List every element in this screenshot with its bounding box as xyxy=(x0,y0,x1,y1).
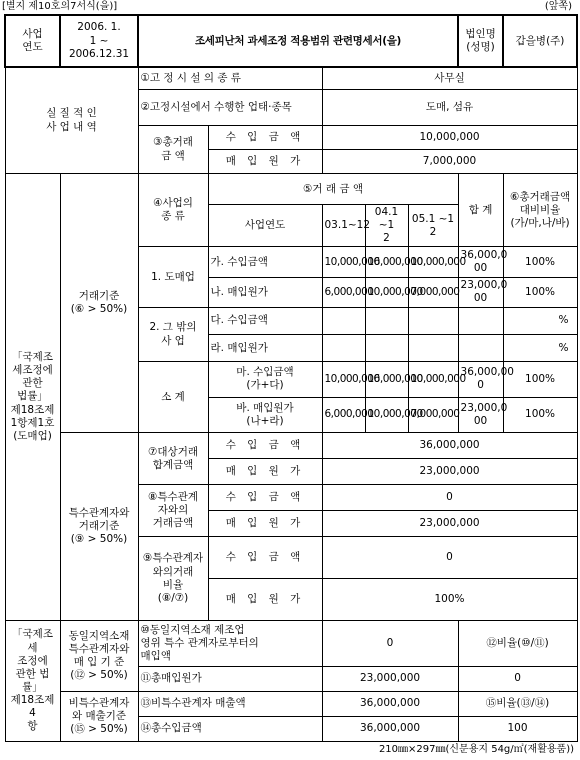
r11-label: ⑪총매입원가 xyxy=(138,666,322,691)
table-cell xyxy=(458,335,503,362)
date-mid: 1 ~ xyxy=(89,34,109,47)
table-cell: 10,000,000 xyxy=(365,277,408,307)
r9-income-label: 수 입 금 액 xyxy=(208,537,322,579)
r7-cost-value: 23,000,000 xyxy=(322,459,577,485)
purchase-cost-label: 매 입 원 가 xyxy=(208,150,322,174)
income-amount-value: 10,000,000 xyxy=(322,126,577,150)
table-cell: % xyxy=(503,307,577,334)
r12-value: 0 xyxy=(458,666,577,691)
table-cell: 100% xyxy=(503,247,577,277)
target-transaction-label: ⑦대상거래 합계금액 xyxy=(138,433,208,485)
table-cell: 7,000,000 xyxy=(408,397,458,432)
fiscal-year-label: 사업 연도 xyxy=(5,15,60,67)
fiscal-year-dates xyxy=(60,15,138,67)
r13-value: 36,000,000 xyxy=(322,691,458,716)
table-cell: % xyxy=(503,335,577,362)
total-transaction-label: ③총거래 금 액 xyxy=(138,126,208,174)
table-cell: 100% xyxy=(503,397,577,432)
business-type-header: ④사업의 종 류 xyxy=(138,174,208,247)
r10-value: 0 xyxy=(322,620,458,666)
table-cell: 10,000,000 xyxy=(322,362,365,397)
facility-type-value: 사무실 xyxy=(322,67,577,89)
table-cell xyxy=(408,335,458,362)
table-cell: 23,000,0 00 xyxy=(458,397,503,432)
table-row: 마. 수입금액 (가+다) xyxy=(208,362,322,397)
period-1-header: 03.1~12 xyxy=(322,205,365,247)
date-from: 2006. 1. xyxy=(77,21,121,34)
table-cell xyxy=(365,307,408,334)
r8-cost-value: 23,000,000 xyxy=(322,511,577,537)
table-cell: 100% xyxy=(503,362,577,397)
law-article-1: 「국제조 세조정에 관한 법률」 제18조제 1항제1호 (도매업) xyxy=(5,174,60,621)
income-amount-label: 수 입 금 액 xyxy=(208,126,322,150)
table-row: 가. 수입금액 xyxy=(208,247,322,277)
table-cell: 10,000,000 xyxy=(322,247,365,277)
table-cell xyxy=(322,307,365,334)
form-table xyxy=(4,14,578,742)
r7-income-label: 수 입 금 액 xyxy=(208,433,322,459)
table-cell: 36,000,00 0 xyxy=(458,362,503,397)
form-reference: [별지 제10호의7서식(을)] xyxy=(2,1,118,12)
ratio-header: ⑥총거래금액 대비비율 (가/마,나/바) xyxy=(503,174,577,247)
r13-label: ⑬비특수관계자 매출액 xyxy=(138,691,322,716)
r9-cost-value: 100% xyxy=(322,579,577,621)
substantive-business-label: 실 질 적 인 사 업 내 역 xyxy=(5,67,138,173)
table-row: 라. 매입원가 xyxy=(208,335,322,362)
corp-name-value: 갑을병(주) xyxy=(503,15,577,67)
r11-value: 23,000,000 xyxy=(322,666,458,691)
table-cell xyxy=(408,307,458,334)
r14-label: ⑭총수입금액 xyxy=(138,716,322,741)
table-cell xyxy=(458,307,503,334)
period-2-header: 04.1 ~1 2 xyxy=(365,205,408,247)
r9-cost-label: 매 입 원 가 xyxy=(208,579,322,621)
date-to: 2006.12.31 xyxy=(68,47,130,60)
period-3-header: 05.1 ~1 2 xyxy=(408,205,458,247)
table-cell: 100% xyxy=(503,277,577,307)
table-cell: 10,000,000 xyxy=(365,397,408,432)
same-region-purchase-standard: 동일지역소재 특수관계자와 매 입 기 준 (⑫ > 50%) xyxy=(60,620,138,691)
table-cell xyxy=(365,335,408,362)
business-type-value: 도매, 섬유 xyxy=(322,89,577,126)
purchase-cost-value: 7,000,000 xyxy=(322,150,577,174)
facility-type-label: ①고 정 시 설 의 종 류 xyxy=(138,67,322,89)
total-header: 합 계 xyxy=(458,174,503,247)
r7-cost-label: 매 입 원 가 xyxy=(208,459,322,485)
business-wholesale: 1. 도매업 xyxy=(138,247,208,308)
table-cell: 6,000,000 xyxy=(322,277,365,307)
table-cell: 36,000,0 00 xyxy=(458,247,503,277)
non-related-sales-standard: 비특수관계자 와 매출기준 (⑮ > 50%) xyxy=(60,691,138,741)
corp-name-label: 법인명 (성명) xyxy=(458,15,503,67)
table-cell: 10,000,000 xyxy=(408,362,458,397)
fiscal-year-header: 사업연도 xyxy=(208,205,322,247)
business-other: 2. 그 밖의 사 업 xyxy=(138,307,208,361)
paper-spec-footer: 210㎜×297㎜(신문용지 54g/㎡(재활용품)) xyxy=(378,744,574,755)
table-cell: 16,000,000 xyxy=(365,247,408,277)
table-row: 나. 매입원가 xyxy=(208,277,322,307)
r8-income-value: 0 xyxy=(322,485,577,511)
business-subtotal: 소 계 xyxy=(138,362,208,433)
r10-label: ⑩동일지역소재 제조업 영위 특수 관계자로부터의 매입액 xyxy=(138,620,322,666)
r8-cost-label: 매 입 원 가 xyxy=(208,511,322,537)
page-title: 조세피난처 과세조정 적용범위 관련명세서(을) xyxy=(138,15,458,67)
r8-income-label: 수 입 금 액 xyxy=(208,485,322,511)
table-cell: 6,000,000 xyxy=(322,397,365,432)
transaction-standard-label: 거래기준 (⑥ > 50%) xyxy=(60,174,138,433)
table-cell xyxy=(322,335,365,362)
business-type-label: ②고정시설에서 수행한 업태·종목 xyxy=(138,89,322,126)
related-transaction-label: ⑧특수관계 자와의 거래금액 xyxy=(138,485,208,537)
r15-value: 100 xyxy=(458,716,577,741)
law-article-4: 「국제조세 조정에 관한 법률」 제18조제4 항 xyxy=(5,620,60,741)
r12-label: ⑫비율(⑩/⑪) xyxy=(458,620,577,666)
r9-income-value: 0 xyxy=(322,537,577,579)
transaction-amount-header: ⑤거 래 금 액 xyxy=(208,174,458,205)
r15-label: ⑮비율(⑬/⑭) xyxy=(458,691,577,716)
table-cell: 7,000,000 xyxy=(408,277,458,307)
related-party-standard-label: 특수관계자와 거래기준 (⑨ > 50%) xyxy=(60,433,138,621)
table-cell: 16,000,000 xyxy=(365,362,408,397)
table-cell: 23,000,0 00 xyxy=(458,277,503,307)
page-side-label: (앞쪽) xyxy=(544,1,572,12)
r7-income-value: 36,000,000 xyxy=(322,433,577,459)
r14-value: 36,000,000 xyxy=(322,716,458,741)
table-row: 바. 매입원가 (나+라) xyxy=(208,397,322,432)
table-row: 다. 수입금액 xyxy=(208,307,322,334)
related-ratio-label: ⑨특수관계자 와의거래 비율 (⑧/⑦) xyxy=(138,537,208,620)
table-cell: 10,000,000 xyxy=(408,247,458,277)
